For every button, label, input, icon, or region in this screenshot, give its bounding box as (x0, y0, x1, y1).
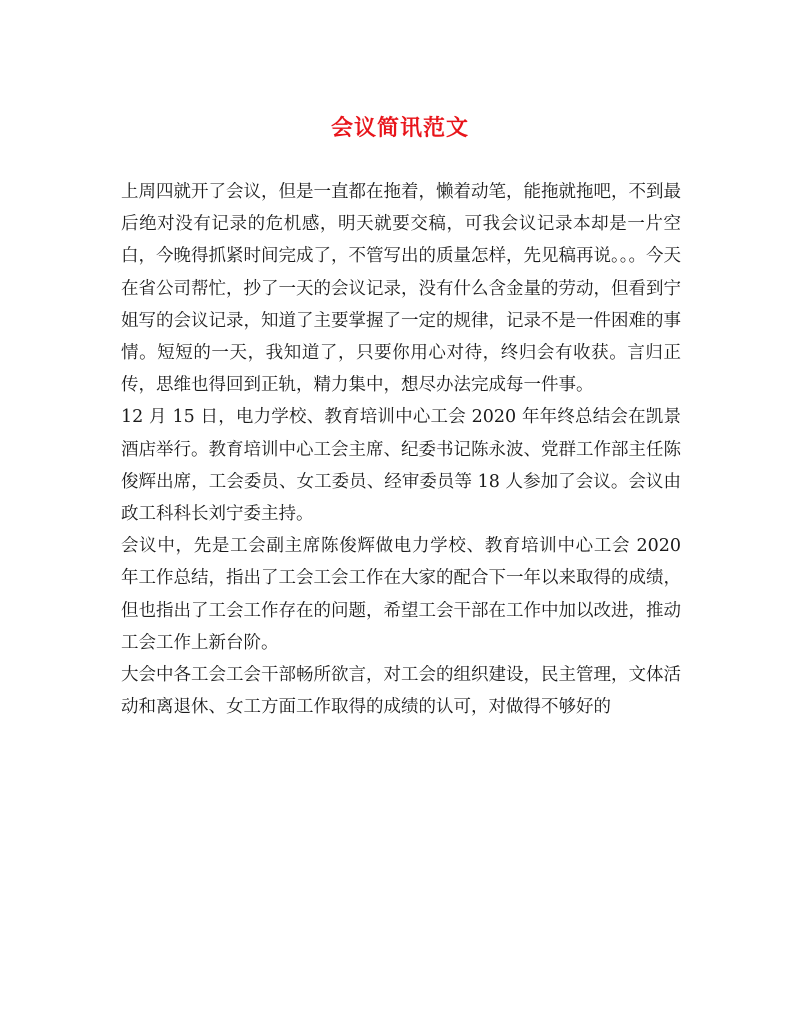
paragraph-intro: 上周四就开了会议，但是一直都在拖着，懒着动笔，能拖就拖吧，不到最后绝对没有记录的危机感，明天就要交稿，可我会议记录本却是一片空白，今晚得抓紧时间完成了，不管写出的质量怎样，先见稿再说。。。今天在省公司帮忙，抄了一天的会议记录，没有什么含金量的劳动，但看到宁姐写的会议记录，知道了主要掌握了一定的规律，记录不是一件困难的事情。短短的一天，我知道了，只要你用心对待，终归会有收获。言归正传，思维也得回到正轨，精力集中，想尽办法完成每一件事。 (121, 182, 681, 396)
document-title: 会议简讯范文 (330, 115, 469, 141)
paragraph-work-summary: 会议中，先是工会副主席陈俊辉做电力学校、教育培训中心工会 2020 年工作总结，指出了工会工会工作在大家的配合下一年以来取得的成绩，但也指出了工会工作存在的问题，希望工会干部在工作中加以改进，推动工会工作上新台阶。 (121, 536, 681, 653)
paragraph-meeting-info: 12 月 15 日，电力学校、教育培训中心工会 2020 年年终总结会在凯景酒店举行。教育培训中心工会主席、纪委书记陈永波、党群工作部主任陈俊辉出席，工会委员、女工委员、经审委员等 18 人参加了会议。会议由政工科科长刘宁委主持。 (121, 407, 681, 525)
document-body (121, 176, 681, 723)
paragraph-discussion: 大会中各工会工会干部畅所欲言，对工会的组织建设，民主管理，文体活动和离退休、女工方面工作取得的成绩的认可，对做得不够好的 (121, 665, 681, 718)
